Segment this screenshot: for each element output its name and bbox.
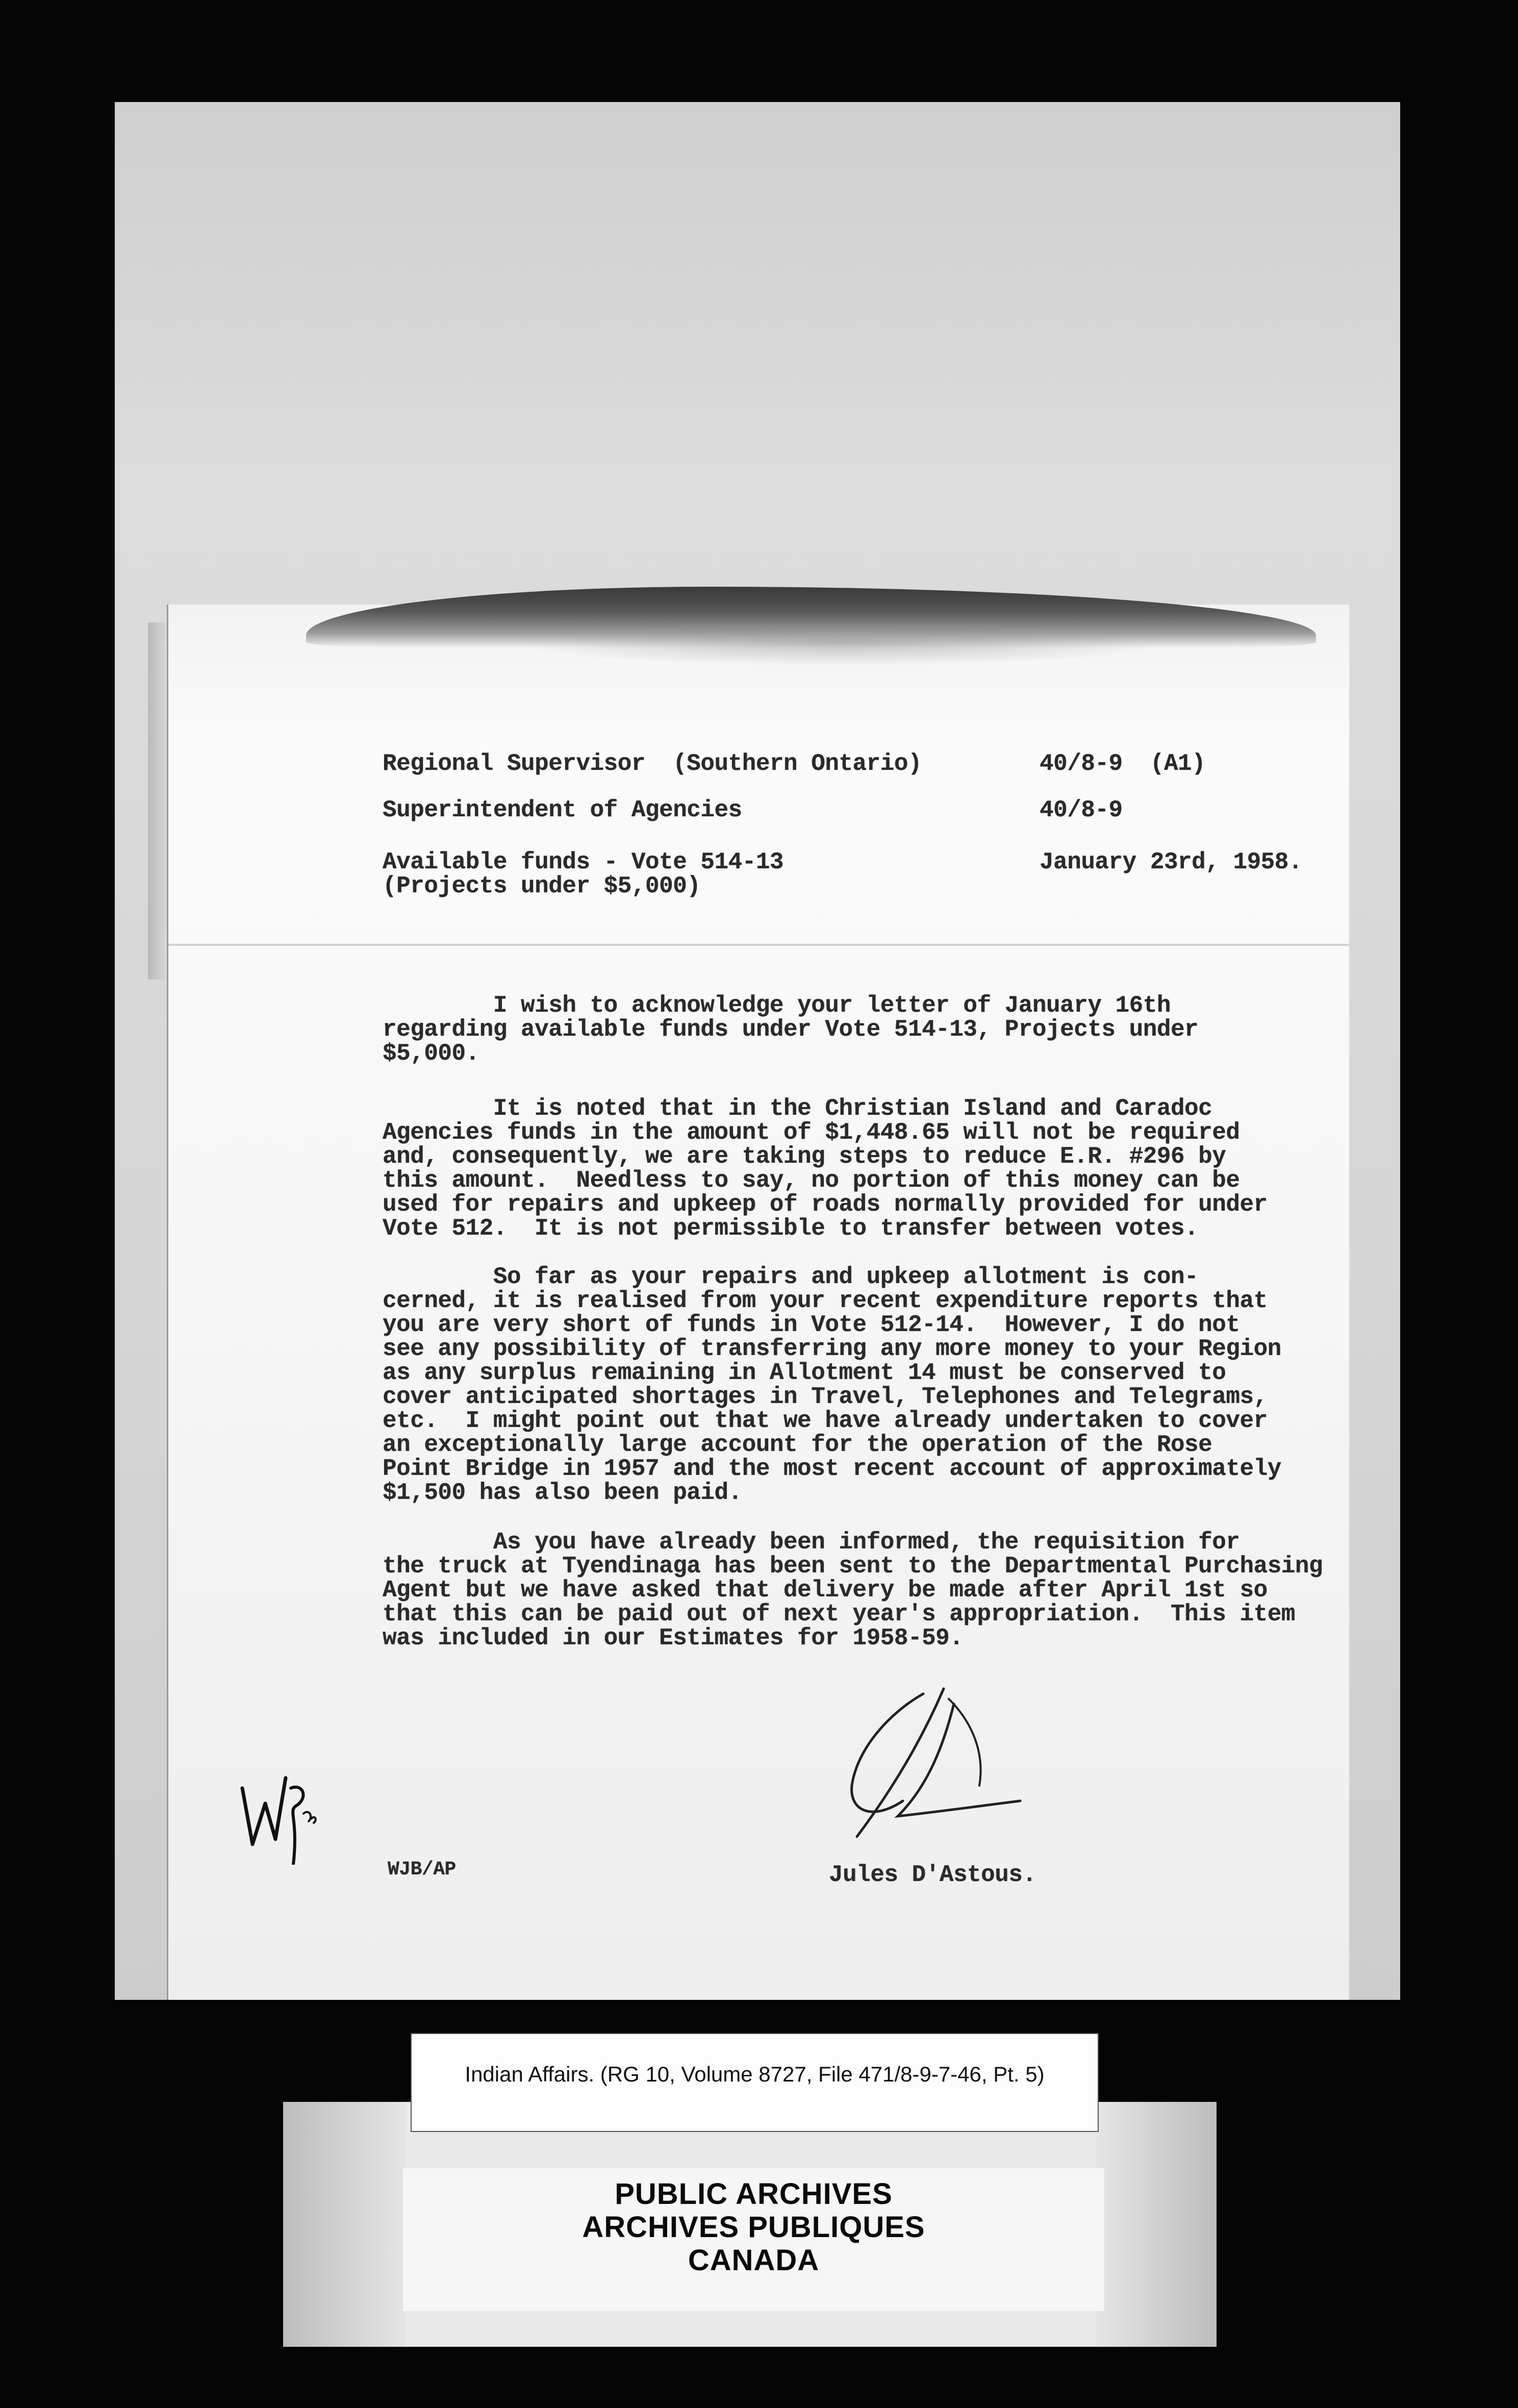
handwritten-signature xyxy=(826,1684,1041,1852)
signatory-name: Jules D'Astous. xyxy=(829,1862,1036,1888)
text-line: regarding available funds under Vote 514-13, Projects under xyxy=(383,1016,1199,1043)
mount-tab-right xyxy=(1097,2102,1217,2347)
paragraph-3 xyxy=(383,1265,1281,1505)
paragraph-1 xyxy=(383,994,1198,1066)
text-line: I wish to acknowledge your letter of January 16th xyxy=(383,992,1171,1019)
stamp-line-1: PUBLIC ARCHIVES xyxy=(615,2177,893,2211)
stamp-line-3: CANADA xyxy=(688,2244,820,2277)
file-ref-to: 40/8-9 (A1) xyxy=(1040,750,1206,777)
text-line: Vote 512. It is not permissible to transfer between votes. xyxy=(383,1215,1199,1242)
archive-reference-label xyxy=(411,2033,1099,2132)
archive-stamp xyxy=(403,2168,1104,2311)
text-line: and, consequently, we are taking steps to reduce E.R. #296 by xyxy=(383,1143,1226,1170)
memo-date: January 23rd, 1958. xyxy=(1040,849,1302,875)
text-line: you are very short of funds in Vote 512-14. However, I do not xyxy=(383,1312,1240,1338)
memo-subject-line2: (Projects under $5,000) xyxy=(383,873,701,899)
archive-reference: Indian Affairs. (RG 10, Volume 8727, File 471/8-9-7-46, Pt. 5) xyxy=(465,2062,1045,2086)
text-line: the truck at Tyendinaga has been sent to the Departmental Purchasing xyxy=(383,1553,1323,1579)
mount-tab-left xyxy=(283,2102,406,2347)
memo-to: Regional Supervisor (Southern Ontario) xyxy=(383,750,922,777)
text-line: Agencies funds in the amount of $1,448.65 will not be required xyxy=(383,1119,1240,1146)
text-line: $5,000. xyxy=(383,1040,479,1067)
text-line: Point Bridge in 1957 and the most recent account of approximately xyxy=(383,1456,1281,1482)
text-line: So far as your repairs and upkeep allotment is con- xyxy=(383,1264,1199,1290)
text-line: an exceptionally large account for the operation of the Rose xyxy=(383,1432,1212,1458)
text-line: $1,500 has also been paid. xyxy=(383,1479,742,1506)
paragraph-4 xyxy=(383,1531,1323,1650)
text-line: as any surplus remaining in Allotment 14 must be conserved to xyxy=(383,1360,1226,1386)
text-line: used for repairs and upkeep of roads normally provided for under xyxy=(383,1191,1268,1218)
handwritten-initials xyxy=(237,1768,319,1865)
paragraph-2 xyxy=(383,1097,1268,1241)
text-line: this amount. Needless to say, no portion of this money can be xyxy=(383,1167,1240,1194)
text-line: see any possibility of transferring any more money to your Region xyxy=(383,1336,1281,1362)
text-line: Agent but we have asked that delivery be made after April 1st so xyxy=(383,1577,1268,1603)
stain-mark xyxy=(510,620,1173,666)
text-line: was included in our Estimates for 1958-59. xyxy=(383,1625,964,1651)
text-line: cover anticipated shortages in Travel, Telephones and Telegrams, xyxy=(383,1384,1268,1410)
file-ref-from: 40/8-9 xyxy=(1040,797,1123,823)
text-line: that this can be paid out of next year's appropriation. This item xyxy=(383,1601,1295,1627)
typist-initials: WJB/AP xyxy=(388,1859,456,1880)
memo-from: Superintendent of Agencies xyxy=(383,797,742,823)
text-line: It is noted that in the Christian Island and Caradoc xyxy=(383,1095,1212,1122)
stamp-line-2: ARCHIVES PUBLIQUES xyxy=(582,2211,925,2244)
text-line: cerned, it is realised from your recent expenditure reports that xyxy=(383,1288,1268,1314)
fold-crease xyxy=(168,944,1349,946)
text-line: As you have already been informed, the requisition for xyxy=(383,1529,1240,1556)
memo-subject-line1: Available funds - Vote 514-13 xyxy=(383,849,784,875)
text-line: etc. I might point out that we have already undertaken to cover xyxy=(383,1408,1268,1434)
